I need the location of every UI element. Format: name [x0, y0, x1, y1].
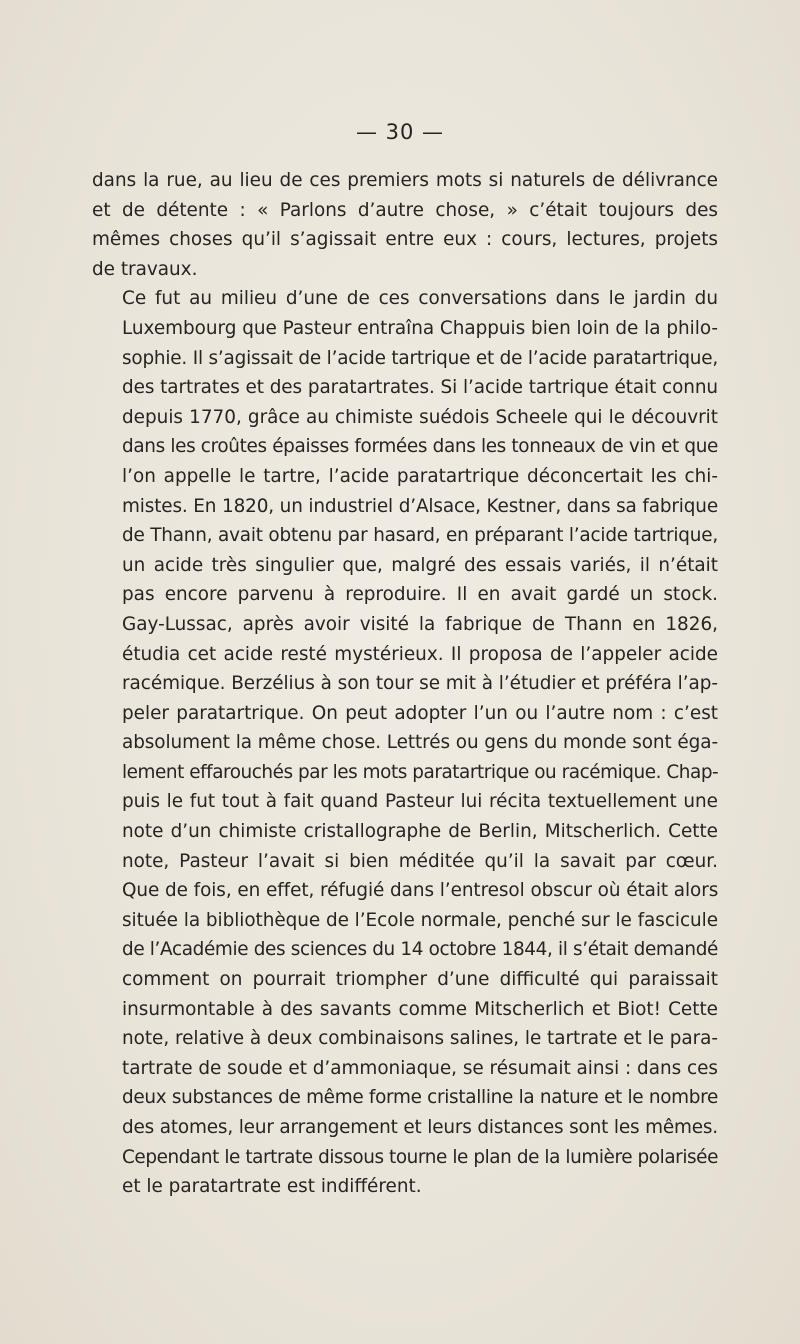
text-line: puis le fut tout à fait quand Pasteur lui récita textuellement une [122, 791, 718, 813]
text-line: note, relative à deux combinaisons salines, le tartrate et le para- [122, 1028, 718, 1050]
text-line: mistes. En 1820, un industriel d’Alsace, Kestner, dans sa fabrique [122, 495, 719, 517]
text-line: un acide très singulier que, malgré des essais variés, il n’était [122, 554, 718, 576]
paragraph-1 [92, 166, 718, 284]
text-line: des tartrates et des paratartrates. Si l’acide tartrique était connu [122, 377, 719, 399]
text-line: tartrate de soude et d’ammoniaque, se résumait ainsi : dans ces [122, 1057, 718, 1079]
text-line: Cependant le tartrate dissous tourne le plan de la lumière polarisée [122, 1146, 718, 1168]
text-line: note, Pasteur l’avait si bien méditée qu’il la savait par cœur. [122, 850, 718, 872]
text-line: sophie. Il s’agissait de l’acide tartrique et de l’acide paratartrique, [122, 347, 719, 369]
text-line: pas encore parvenu à reproduire. Il en avait gardé un stock. [122, 584, 718, 606]
text-line: de l’Académie des sciences du 14 octobre 1844, il s’était demandé [122, 939, 718, 961]
text-line: de Thann, avait obtenu par hasard, en préparant l’acide tartrique, [122, 525, 718, 547]
text-line: peler paratartrique. On peut adopter l’un ou l’autre nom : c’est [122, 702, 718, 724]
text-line: de travaux. [92, 258, 198, 280]
text-line: lement effarouchés par les mots paratartrique ou racémique. Chap- [122, 761, 719, 783]
text-line: située la bibliothèque de l’Ecole normale, penché sur le fascicule [122, 909, 718, 931]
body-text [92, 166, 718, 1202]
text-line: des atomes, leur arrangement et leurs distances sont les mêmes. [122, 1117, 718, 1138]
text-line: racémique. Berzélius à son tour se mit à l’étudier et préféra l’ap- [122, 673, 718, 695]
text-line: Luxembourg que Pasteur entraîna Chappuis bien loin de la philo- [122, 317, 719, 339]
text-line: insurmontable à des savants comme Mitscherlich et Biot! Cette [122, 998, 718, 1020]
text-line: dans les croûtes épaisses formées dans les tonneaux de vin et que [122, 436, 719, 458]
text-line: l’on appelle le tartre, l’acide paratartrique déconcertait les chi- [122, 465, 718, 487]
text-line: Que de fois, en effet, réfugié dans l’entresol obscur où était alors [122, 880, 719, 902]
page-number: — 30 — [355, 120, 445, 144]
text-line: Ce fut au milieu d’une de ces conversations dans le jardin du [122, 288, 718, 310]
text-line: dans la rue, au lieu de ces premiers mots si naturels de délivrance [92, 170, 718, 191]
text-line: absolument la même chose. Lettrés ou gens du monde sont éga- [122, 732, 719, 754]
text-line: comment on pourrait triompher d’une difficulté qui paraissait [122, 969, 718, 991]
text-line: Gay-Lussac, après avoir visité la fabrique de Thann en 1826, [122, 613, 718, 635]
text-line: et le paratartrate est indifférent. [122, 1176, 422, 1198]
text-line: note d’un chimiste cristallographe de Berlin, Mitscherlich. Cette [122, 821, 718, 843]
text-line: et de détente : « Parlons d’autre chose, » c’était toujours des [92, 199, 718, 221]
paragraph-2 [92, 284, 718, 1201]
text-line: depuis 1770, grâce au chimiste suédois Scheele qui le découvrit [122, 406, 718, 428]
text-line: mêmes choses qu’il s’agissait entre eux : cours, lectures, projets [92, 229, 718, 251]
text-line: étudia cet acide resté mystérieux. Il proposa de l’appeler acide [122, 643, 718, 665]
text-line: deux substances de même forme cristalline la nature et le nombre [122, 1087, 719, 1109]
